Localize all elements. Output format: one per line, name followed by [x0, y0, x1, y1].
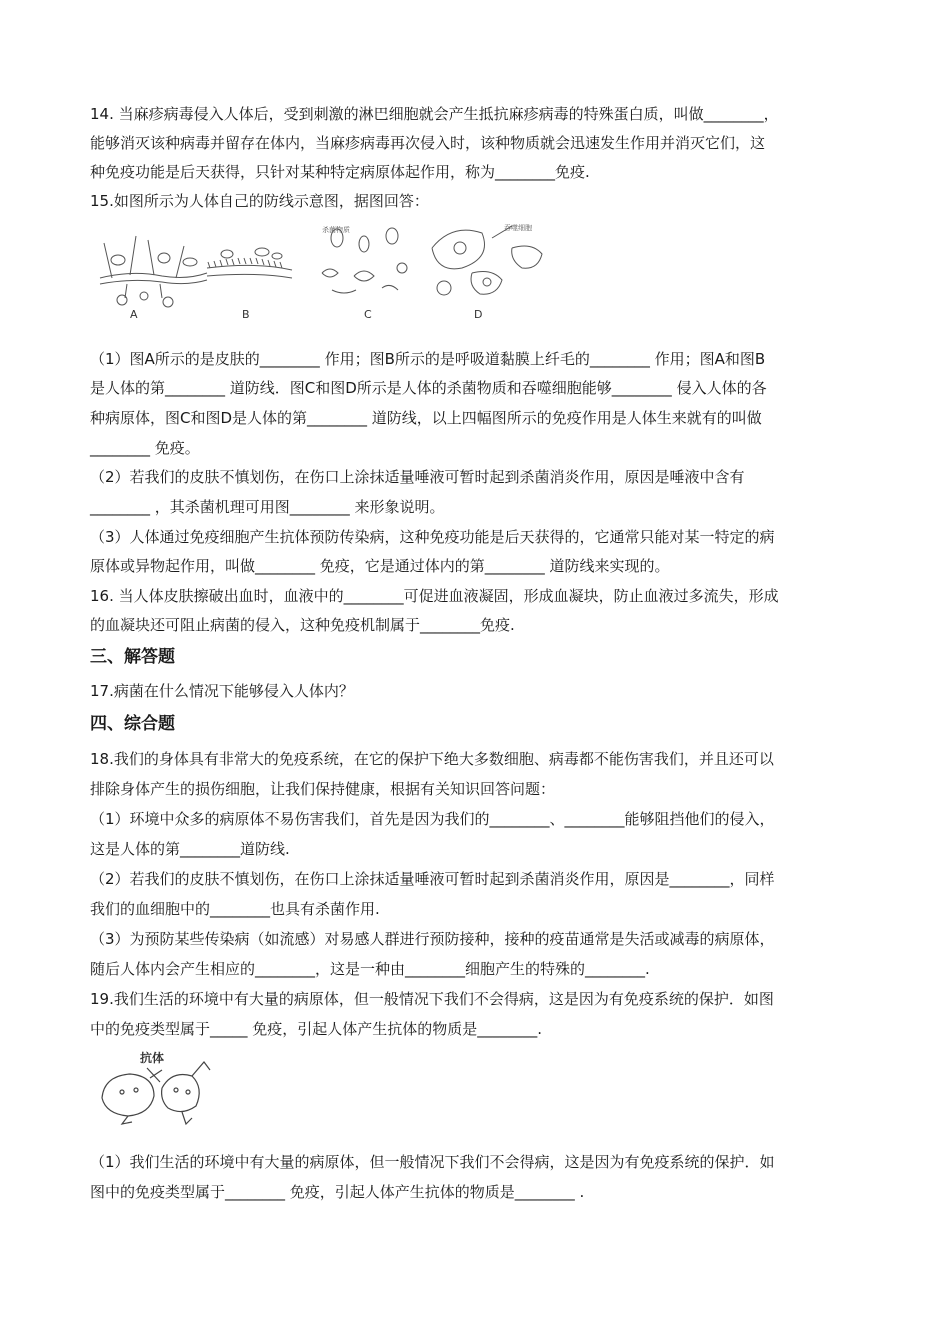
figure-label-c: C: [364, 308, 372, 321]
q14-line-2: 能够消灭该种病毒并留存在体内，当麻疹病毒再次侵入时，该种物质就会迅速发生作用并消灭它们，这: [90, 134, 766, 152]
q19-part1-line-1: （1）我们生活的环境中有大量的病原体，但一般情况下我们不会得病，这是因为有免疫系统的保护．如: [90, 1153, 775, 1171]
q19-part1-line-2: 图中的免疫类型属于________ 免疫，引起人体产生抗体的物质是________ .: [90, 1183, 585, 1201]
defense-lines-figure: [92, 218, 552, 328]
q17-line-1: 17.病菌在什么情况下能够侵入人体内？: [90, 682, 354, 700]
antibody-svg: [92, 1048, 222, 1128]
q14-line-1: 14. 当麻疹病毒侵入人体后，受到刺激的淋巴细胞就会产生抵抗麻疹病毒的特殊蛋白质，叫做________，: [90, 105, 779, 123]
q15-part2-line-2: ________ ，其杀菌机理可用图________ 来形象说明。: [90, 498, 445, 516]
section-3-heading: 三、解答题: [90, 647, 175, 667]
q15-stem: 15.如图所示为人体自己的防线示意图，据图回答：: [90, 192, 429, 210]
q14-line-3: 种免疫功能是后天获得，只针对某种特定病原体起作用，称为________免疫.: [90, 163, 590, 181]
svg-text:杀菌物质: 杀菌物质: [322, 226, 350, 234]
q15-part2-line-1: （2）若我们的皮肤不慎划伤，在伤口上涂抹适量唾液可暂时起到杀菌消炎作用，原因是唾液中含有: [90, 468, 745, 486]
q18-line-2: 排除身体产生的损伤细胞，让我们保持健康，根据有关知识回答问题：: [90, 780, 556, 798]
q15-part3-line-2: 原体或异物起作用，叫做________ 免疫，它是通过体内的第________ 道防线来实现的。: [90, 557, 670, 575]
q18-part1-line-2: 这是人体的第________道防线.: [90, 840, 290, 858]
svg-text:吞噬细胞: 吞噬细胞: [504, 224, 532, 232]
defense-lines-svg: [92, 218, 552, 328]
q18-part2-line-2: 我们的血细胞中的________也具有杀菌作用.: [90, 900, 380, 918]
figure-label-d: D: [474, 308, 483, 321]
q19-line-2: 中的免疫类型属于_____ 免疫，引起人体产生抗体的物质是________.: [90, 1020, 543, 1038]
q15-part1-line-2: 是人体的第________ 道防线．图C和图D所示是人体的杀菌物质和吞噬细胞能够________ 侵入人体的各: [90, 379, 767, 397]
q16-line-1: 16. 当人体皮肤擦破出血时，血液中的________可促进血液凝固，形成血凝块，防止血液过多流失，形成: [90, 587, 779, 605]
q15-part1-line-3: 种病原体，图C和图D是人体的第________ 道防线，以上四幅图所示的免疫作用是人体生来就有的叫做: [90, 409, 762, 427]
q18-part3-line-1: （3）为预防某些传染病（如流感）对易感人群进行预防接种，接种的疫苗通常是失活或减毒的病原体，: [90, 930, 775, 948]
q18-part3-line-2: 随后人体内会产生相应的________，这是一种由________细胞产生的特殊的________.: [90, 960, 650, 978]
q18-part1-line-1: （1）环境中众多的病原体不易伤害我们，首先是因为我们的________、________能够阻挡他们的侵入，: [90, 810, 775, 828]
q15-part1-line-1: （1）图A所示的是皮肤的________ 作用；图B所示的是呼吸道黏膜上纤毛的________ 作用；图A和图B: [90, 350, 766, 368]
figure-label-b: B: [242, 308, 250, 321]
antibody-figure: [92, 1048, 222, 1128]
section-4-heading: 四、综合题: [90, 714, 175, 734]
q15-part1-line-4: ________ 免疫。: [90, 439, 200, 457]
figure-label-a: A: [130, 308, 138, 321]
q15-part3-line-1: （3）人体通过免疫细胞产生抗体预防传染病，这种免疫功能是后天获得的，它通常只能对某一特定的病: [90, 528, 775, 546]
q19-line-1: 19.我们生活的环境中有大量的病原体，但一般情况下我们不会得病，这是因为有免疫系统的保护．如图: [90, 990, 774, 1008]
q18-part2-line-1: （2）若我们的皮肤不慎划伤，在伤口上涂抹适量唾液可暂时起到杀菌消炎作用，原因是________，同样: [90, 870, 775, 888]
q16-line-2: 的血凝块还可阻止病菌的侵入，这种免疫机制属于________免疫.: [90, 616, 515, 634]
antibody-label: 抗体: [140, 1051, 165, 1065]
q18-line-1: 18.我们的身体具有非常大的免疫系统，在它的保护下绝大多数细胞、病毒都不能伤害我们，并且还可以: [90, 750, 774, 768]
